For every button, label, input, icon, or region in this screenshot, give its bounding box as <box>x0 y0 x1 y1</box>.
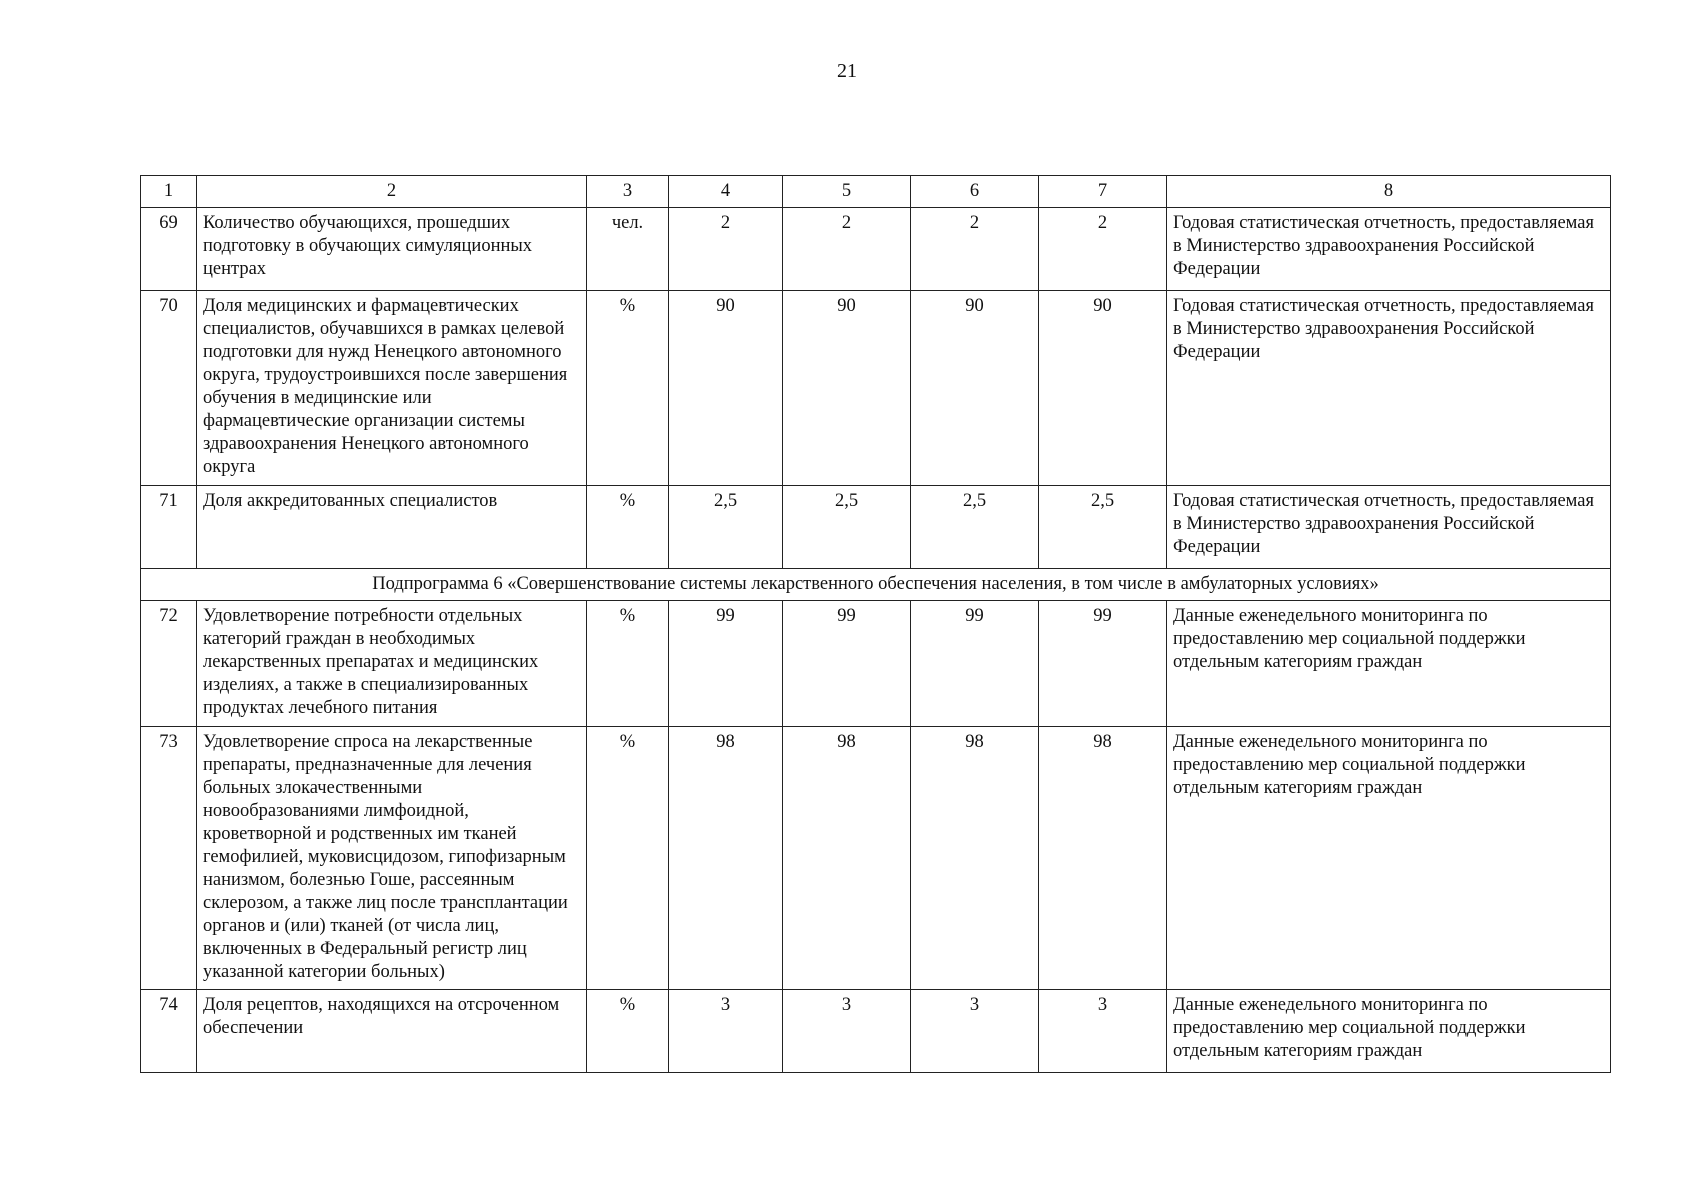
column-header: 5 <box>783 176 911 208</box>
value-cell: 98 <box>1039 727 1167 990</box>
value-cell: 2 <box>669 208 783 291</box>
value-cell: 99 <box>669 601 783 727</box>
value-cell: 90 <box>783 291 911 486</box>
column-header: 1 <box>141 176 197 208</box>
unit-cell: % <box>587 601 669 727</box>
column-header: 7 <box>1039 176 1167 208</box>
value-cell: 90 <box>1039 291 1167 486</box>
column-header: 8 <box>1167 176 1611 208</box>
indicator-name: Удовлетворение спроса на лекарственные препараты, предназначенные для лечения больных злокачественными новообразованиями лимфоидной, кроветворной и родственных им тканей гемофилией, муковисцидозом, гипофизарным нанизмом, болезнью Гоше, рассеянным склерозом, а также лиц после трансплантации органов и (или) тканей (от числа лиц, включенных в Федеральный регистр лиц указанной категории больных) <box>197 727 587 990</box>
row-number: 74 <box>141 990 197 1073</box>
source-cell: Данные еженедельного мониторинга по предоставлению мер социальной поддержки отдельным категориям граждан <box>1167 990 1611 1073</box>
section-row <box>141 569 1611 601</box>
value-cell: 2,5 <box>669 486 783 569</box>
table-row <box>141 291 1611 486</box>
indicator-name: Доля медицинских и фармацевтических специалистов, обучавшихся в рамках целевой подготовки для нужд Ненецкого автономного округа, трудоустроившихся после завершения обучения в медицинские или фармацевтические организации системы здравоохранения Ненецкого автономного округа <box>197 291 587 486</box>
value-cell: 2,5 <box>1039 486 1167 569</box>
indicator-name: Доля рецептов, находящихся на отсроченном обеспечении <box>197 990 587 1073</box>
value-cell: 98 <box>669 727 783 990</box>
source-cell: Годовая статистическая отчетность, предоставляемая в Министерство здравоохранения Российской Федерации <box>1167 208 1611 291</box>
value-cell: 99 <box>911 601 1039 727</box>
value-cell: 2 <box>783 208 911 291</box>
indicators-table <box>140 175 1611 1073</box>
column-header: 6 <box>911 176 1039 208</box>
indicator-name: Количество обучающихся, прошедших подготовку в обучающих симуляционных центрах <box>197 208 587 291</box>
subprogram-title: Подпрограмма 6 «Совершенствование системы лекарственного обеспечения населения, в том числе в амбулаторных условиях» <box>141 569 1611 601</box>
value-cell: 99 <box>783 601 911 727</box>
unit-cell: чел. <box>587 208 669 291</box>
value-cell: 2 <box>1039 208 1167 291</box>
source-cell: Данные еженедельного мониторинга по предоставлению мер социальной поддержки отдельным категориям граждан <box>1167 727 1611 990</box>
column-header: 2 <box>197 176 587 208</box>
source-cell: Данные еженедельного мониторинга по предоставлению мер социальной поддержки отдельным категориям граждан <box>1167 601 1611 727</box>
table-row <box>141 990 1611 1073</box>
value-cell: 2,5 <box>911 486 1039 569</box>
value-cell: 2 <box>911 208 1039 291</box>
value-cell: 3 <box>1039 990 1167 1073</box>
table-row <box>141 727 1611 990</box>
unit-cell: % <box>587 291 669 486</box>
indicator-name: Удовлетворение потребности отдельных категорий граждан в необходимых лекарственных препаратах и медицинских изделиях, а также в специализированных продуктах лечебного питания <box>197 601 587 727</box>
table-row <box>141 208 1611 291</box>
page-number: 21 <box>837 60 857 82</box>
value-cell: 98 <box>783 727 911 990</box>
row-number: 71 <box>141 486 197 569</box>
value-cell: 99 <box>1039 601 1167 727</box>
column-header: 4 <box>669 176 783 208</box>
column-header: 3 <box>587 176 669 208</box>
unit-cell: % <box>587 486 669 569</box>
source-cell: Годовая статистическая отчетность, предоставляемая в Министерство здравоохранения Российской Федерации <box>1167 291 1611 486</box>
value-cell: 3 <box>669 990 783 1073</box>
row-number: 70 <box>141 291 197 486</box>
value-cell: 2,5 <box>783 486 911 569</box>
table-row <box>141 486 1611 569</box>
value-cell: 3 <box>783 990 911 1073</box>
value-cell: 3 <box>911 990 1039 1073</box>
value-cell: 90 <box>669 291 783 486</box>
unit-cell: % <box>587 990 669 1073</box>
value-cell: 98 <box>911 727 1039 990</box>
source-cell: Годовая статистическая отчетность, предоставляемая в Министерство здравоохранения Российской Федерации <box>1167 486 1611 569</box>
indicator-name: Доля аккредитованных специалистов <box>197 486 587 569</box>
value-cell: 90 <box>911 291 1039 486</box>
table-header-row <box>141 176 1611 208</box>
row-number: 69 <box>141 208 197 291</box>
table-row <box>141 601 1611 727</box>
row-number: 72 <box>141 601 197 727</box>
row-number: 73 <box>141 727 197 990</box>
unit-cell: % <box>587 727 669 990</box>
